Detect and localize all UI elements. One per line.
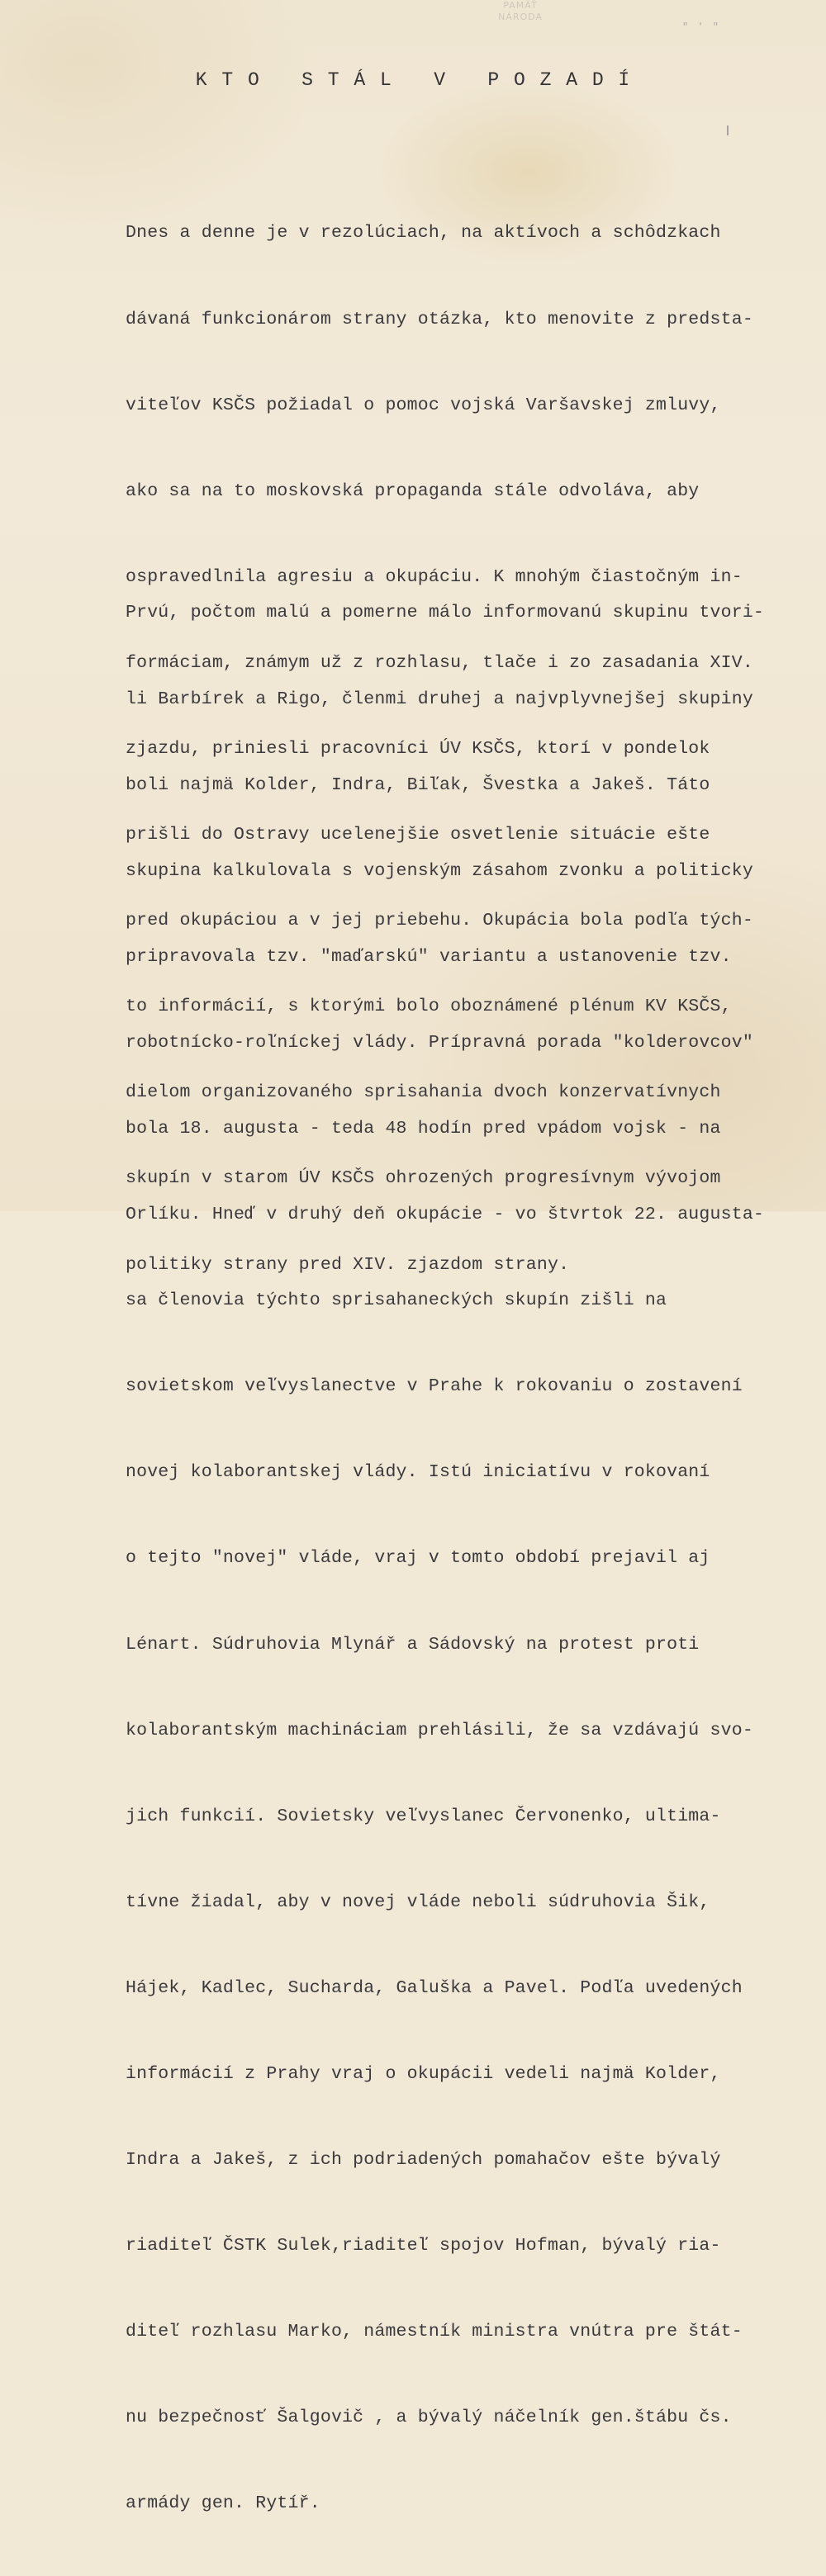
text-line: ospravedlnila agresiu a okupáciu. K mnohým čiastočným in- bbox=[126, 566, 743, 587]
text-line: Orlíku. Hneď v druhý deň okupácie - vo štvrtok 22. augusta- bbox=[126, 1205, 765, 1225]
margin-tick-mark bbox=[727, 125, 729, 135]
text-line: dielom organizovaného sprisahania dvoch konzervatívnych bbox=[126, 1082, 721, 1103]
text-line: politiky strany pred XIV. zjazdom strany. bbox=[126, 1254, 570, 1275]
text-line: prišli do Ostravy ucelenejšie osvetlenie situácie ešte bbox=[126, 825, 710, 845]
text-line: Lénart. Súdruhovia Mlynář a Sádovský na protest proti bbox=[126, 1634, 700, 1655]
paragraph-2 bbox=[126, 542, 764, 2576]
watermark-line-2: NÁRODA bbox=[498, 12, 543, 22]
text-line: informácií z Prahy vraj o okupácii vedeli najmä Kolder, bbox=[126, 2064, 721, 2084]
text-line: Indra a Jakeš, z ich podriadených pomahačov ešte bývalý bbox=[126, 2150, 721, 2171]
text-line: zjazdu, priniesli pracovníci ÚV KSČS, ktorí v pondelok bbox=[126, 738, 710, 759]
text-line: boli najmä Kolder, Indra, Biľak, Švestka a Jakeš. Táto bbox=[126, 774, 710, 795]
text-line: jich funkcií. Sovietsky veľvyslanec Červonenko, ultima- bbox=[126, 1806, 721, 1826]
text-line: kolaborantským machináciam prehlásili, že sa vzdávajú svo- bbox=[126, 1720, 753, 1740]
text-line: Dnes a denne je v rezolúciach, na aktívoch a schôdzkach bbox=[126, 223, 721, 244]
text-line: sa členovia týchto sprisahaneckých skupín zišli na bbox=[126, 1290, 667, 1311]
text-line: formáciam, známym už z rozhlasu, tlače i zo zasadania XIV. bbox=[126, 652, 753, 673]
text-line: armády gen. Rytíř. bbox=[126, 2493, 320, 2514]
text-line: skupina kalkulovala s vojenským zásahom zvonku a politicky bbox=[126, 860, 753, 881]
text-line: dávaná funkcionárom strany otázka, kto menovite z predsta- bbox=[126, 309, 753, 329]
text-line: sovietskom veľvyslanectve v Prahe k rokovaniu o zostavení bbox=[126, 1376, 743, 1397]
corner-pencil-mark: " ' " bbox=[682, 21, 721, 33]
text-line: diteľ rozhlasu Marko, námestník ministra vnútra pre štát- bbox=[126, 2322, 743, 2342]
text-line: bola 18. augusta - teda 48 hodín pred vpádom vojsk - na bbox=[126, 1118, 721, 1139]
document-title: K T O S T Á L V P O Z A D Í bbox=[195, 69, 631, 91]
text-line: riaditeľ ČSTK Sulek,riaditeľ spojov Hofman, bývalý ria- bbox=[126, 2236, 721, 2256]
text-line: li Barbírek a Rigo, členmi druhej a najvplyvnejšej skupiny bbox=[126, 689, 753, 709]
text-line: ako sa na to moskovská propaganda stále odvoláva, aby bbox=[126, 481, 700, 501]
archive-watermark bbox=[475, 0, 566, 41]
watermark-line-1: PAMÄŤ bbox=[503, 0, 538, 11]
text-line: tívne žiadal, aby v novej vláde neboli súdruhovia Šik, bbox=[126, 1892, 710, 1912]
text-line: skupín v starom ÚV KSČS ohrozených progresívnym vývojom bbox=[126, 1168, 721, 1189]
text-line: to informácií, s ktorými bolo oboznámené plénum KV KSČS, bbox=[126, 997, 732, 1017]
text-line: novej kolaborantskej vlády. Istú iniciatívu v rokovaní bbox=[126, 1462, 710, 1483]
text-line: pred okupáciou a v jej priebehu. Okupácia bola podľa tých- bbox=[126, 911, 753, 931]
text-line: pripravovala tzv. "maďarskú" variantu a ustanovenie tzv. bbox=[126, 946, 732, 967]
text-line: robotnícko-roľníckej vlády. Prípravná porada "kolderovcov" bbox=[126, 1032, 753, 1053]
text-line: Prvú, počtom malú a pomerne málo informovanú skupinu tvori- bbox=[126, 603, 765, 623]
text-line: viteľov KSČS požiadal o pomoc vojská Varšavskej zmluvy, bbox=[126, 395, 721, 415]
text-line: nu bezpečnosť Šalgovič , a bývalý náčelník gen.štábu čs. bbox=[126, 2408, 732, 2428]
text-line: Hájek, Kadlec, Sucharda, Galuška a Pavel. Podľa uvedených bbox=[126, 1977, 743, 1998]
text-line: o tejto "novej" vláde, vraj v tomto období prejavil aj bbox=[126, 1548, 710, 1569]
